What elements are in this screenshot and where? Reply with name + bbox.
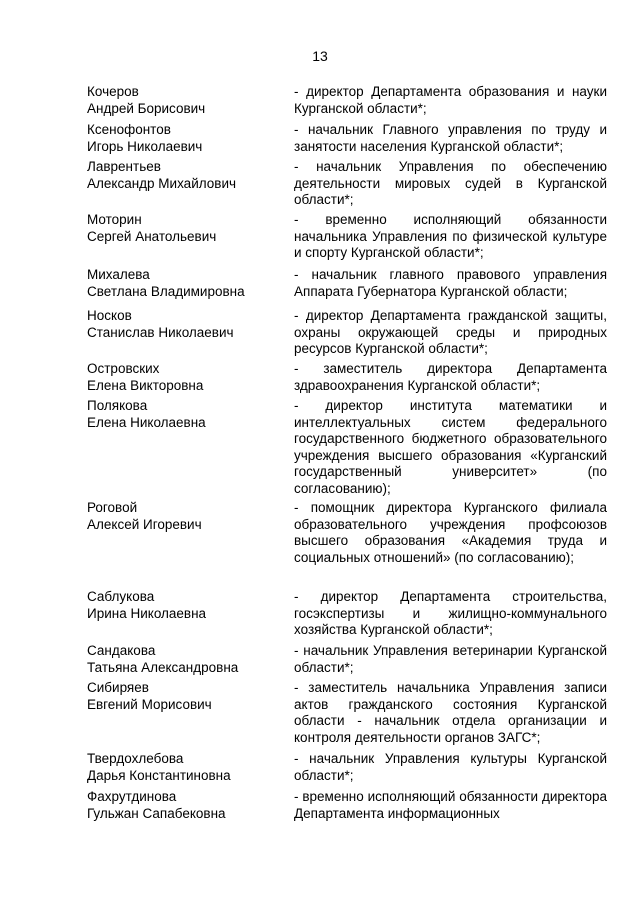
surname: Сибиряев [87, 680, 149, 695]
person-name [87, 308, 294, 341]
position-description: - начальник главного правового управления Аппарата Губернатора Курганской области; [294, 267, 607, 299]
given-names: Александр Михайлович [87, 175, 237, 191]
surname: Полякова [87, 398, 148, 413]
position-description: - начальник Управления культуры Курганской области*; [294, 751, 607, 783]
position-description: - директор Департамента образования и науки Курганской области*; [294, 84, 607, 116]
given-names: Станислав Николаевич [87, 324, 234, 340]
person-name [87, 589, 294, 622]
list-item [87, 751, 607, 789]
surname: Роговой [87, 500, 138, 515]
given-names: Елена Викторовна [87, 377, 204, 393]
surname: Михалева [87, 267, 150, 282]
person-name [87, 398, 294, 431]
given-names: Алексей Игоревич [87, 516, 202, 532]
position-description: - начальник Главного управления по труду и занятости населения Курганской области*; [294, 122, 607, 154]
surname: Моторин [87, 212, 142, 227]
given-names: Ирина Николаевна [87, 605, 207, 621]
surname: Сандакова [87, 643, 156, 658]
list-item [87, 361, 607, 398]
list-item [87, 212, 607, 267]
list-item [87, 159, 607, 212]
surname: Твердохлебова [87, 751, 184, 766]
person-name [87, 212, 294, 245]
list-item [87, 680, 607, 751]
position-description: - начальник Управления ветеринарии Курганской области*; [294, 643, 607, 675]
list-item [87, 643, 607, 680]
person-name [87, 789, 294, 822]
surname: Носков [87, 308, 132, 323]
surname: Фахрутдинова [87, 789, 177, 804]
list-item [87, 308, 607, 361]
given-names: Светлана Владимировна [87, 283, 245, 299]
position-description: - заместитель начальника Управления записи актов гражданского состояния Курганской области - начальник отдела организации и контроля деятельности органов ЗАГС*; [294, 680, 607, 745]
person-name [87, 84, 294, 117]
person-name [87, 751, 294, 784]
given-names: Андрей Борисович [87, 100, 206, 116]
list-item [87, 789, 607, 825]
given-names: Игорь Николаевич [87, 138, 203, 154]
person-name [87, 500, 294, 533]
position-description: - начальник Управления по обеспечению деятельности мировых судей в Курганской области*; [294, 159, 607, 207]
position-description: - директор института математики и интеллектуальных систем федерального государственного бюджетного образовательного учреждения высшего образования «Курганский государственный университет» (по согласованию); [294, 398, 607, 496]
surname: Лаврентьев [87, 159, 161, 174]
surname: Кочеров [87, 84, 139, 99]
person-name [87, 159, 294, 192]
position-description: - заместитель директора Департамента здравоохранения Курганской области*; [294, 361, 607, 393]
position-description: - временно исполняющий обязанности начальника Управления по физической культуре и спорту Курганской области*; [294, 212, 607, 260]
members-list [87, 84, 607, 825]
list-item [87, 589, 607, 643]
list-item [87, 267, 607, 308]
given-names: Дарья Константиновна [87, 767, 231, 783]
person-name [87, 122, 294, 155]
given-names: Сергей Анатольевич [87, 228, 217, 244]
person-name [87, 643, 294, 676]
person-name [87, 680, 294, 713]
given-names: Елена Николаевна [87, 414, 206, 430]
list-item [87, 500, 607, 589]
position-description: - помощник директора Курганского филиала образовательного учреждения профсоюзов высшего образования «Академия труда и социальных отношений» (по согласованию); [294, 500, 607, 565]
list-item [87, 398, 607, 500]
given-names: Евгений Морисович [87, 696, 212, 712]
position-description: - директор Департамента строительства, госэкспертизы и жилищно-коммунального хозяйства Курганской области*; [294, 589, 607, 637]
surname: Островских [87, 361, 160, 376]
surname: Саблукова [87, 589, 155, 604]
given-names: Татьяна Александровна [87, 659, 239, 675]
person-name [87, 361, 294, 394]
person-name [87, 267, 294, 300]
position-description: - директор Департамента гражданской защиты, охраны окружающей среды и природных ресурсов Курганской области*; [294, 308, 607, 356]
surname: Ксенофонтов [87, 122, 171, 137]
given-names: Гульжан Сапабековна [87, 805, 226, 821]
list-item [87, 84, 607, 122]
page-number: 13 [312, 48, 328, 64]
position-description: - временно исполняющий обязанности директора Департамента информационных [294, 789, 607, 821]
list-item [87, 122, 607, 159]
